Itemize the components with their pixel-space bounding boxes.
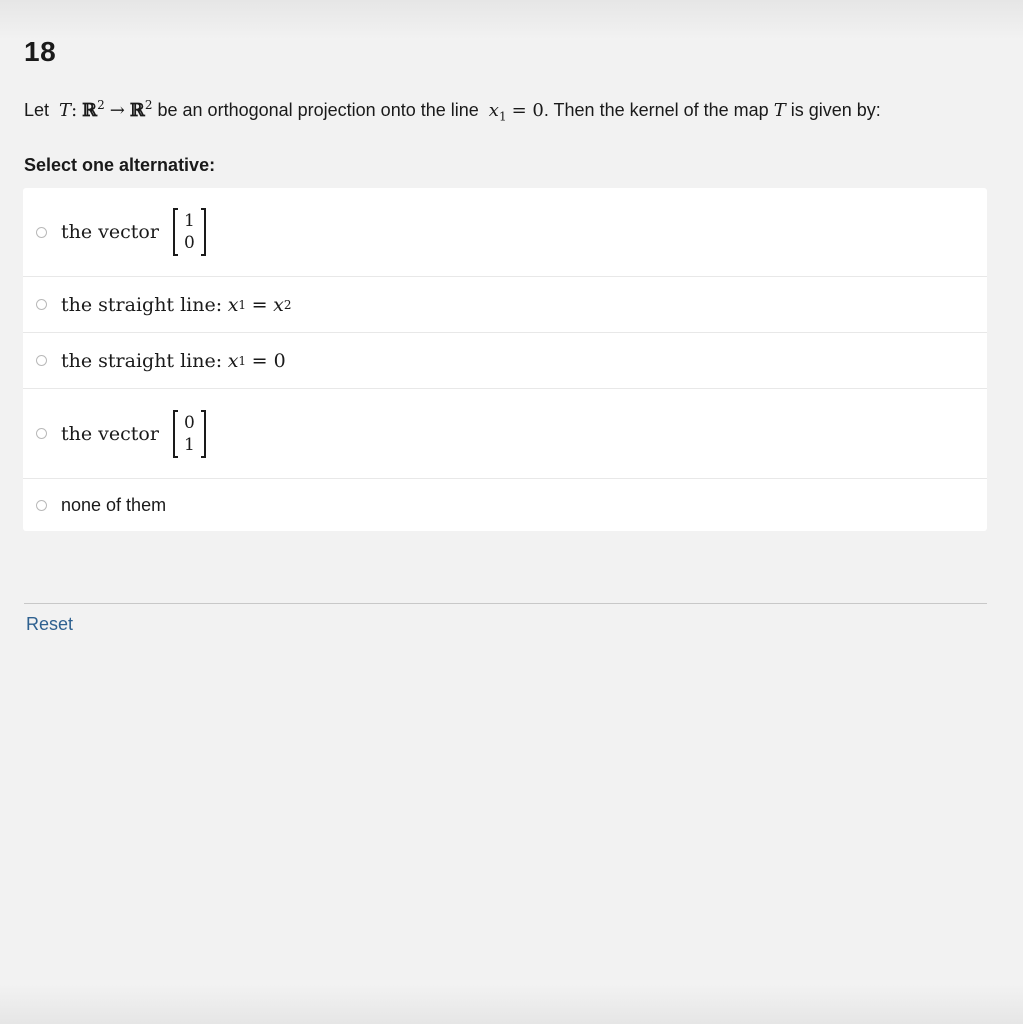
option-text: none of them bbox=[61, 494, 167, 515]
right-bracket bbox=[201, 410, 206, 458]
options-list bbox=[23, 188, 987, 531]
rhs-variable: x bbox=[273, 293, 284, 316]
domain-exponent: 2 bbox=[97, 98, 105, 112]
option-text: the straight line: bbox=[61, 293, 223, 316]
question-text bbox=[24, 96, 881, 125]
right-bracket bbox=[201, 208, 206, 256]
domain-symbol: ℝ bbox=[82, 100, 98, 121]
vector-entry: 1 bbox=[183, 434, 195, 455]
vector-entries bbox=[178, 208, 201, 256]
lhs-variable: x bbox=[227, 349, 239, 372]
arrow-symbol: → bbox=[109, 100, 125, 121]
option-label: the straight line: x 1 = 0 bbox=[61, 349, 286, 372]
equals-sign: = bbox=[251, 293, 268, 316]
codomain-exponent: 2 bbox=[144, 98, 153, 112]
vector-entry: 1 bbox=[183, 211, 195, 231]
question-middle: be an orthogonal projection onto the line bbox=[157, 100, 479, 120]
option-vector-1-0[interactable] bbox=[23, 188, 987, 277]
option-vector-0-1[interactable] bbox=[23, 389, 987, 479]
radio-button[interactable] bbox=[36, 428, 47, 439]
option-text: the vector bbox=[61, 221, 159, 243]
reset-link[interactable]: Reset bbox=[26, 614, 74, 634]
vector-entry: 0 bbox=[183, 412, 195, 433]
radio-button[interactable] bbox=[36, 227, 47, 238]
divider bbox=[24, 603, 987, 604]
colon: : bbox=[71, 100, 78, 121]
option-none-of-them[interactable] bbox=[23, 479, 987, 531]
option-line-x1-eq-x2[interactable] bbox=[23, 277, 987, 333]
column-vector bbox=[173, 208, 206, 256]
line-equals: = 0 bbox=[511, 100, 544, 121]
line-variable: x bbox=[488, 100, 499, 121]
question-let: Let bbox=[24, 100, 50, 120]
option-label bbox=[61, 208, 206, 256]
option-line-x1-eq-0[interactable] bbox=[23, 333, 987, 389]
option-text: the vector bbox=[61, 422, 159, 445]
codomain-symbol: ℝ bbox=[129, 100, 145, 121]
equals-zero: = 0 bbox=[251, 349, 286, 372]
radio-button[interactable] bbox=[36, 299, 47, 310]
map-symbol-2: T bbox=[773, 100, 786, 121]
column-vector bbox=[173, 410, 206, 458]
instruction: Select one alternative: bbox=[24, 155, 216, 175]
lhs-variable: x bbox=[227, 293, 239, 316]
option-text: the straight line: bbox=[61, 349, 223, 372]
question-then: . Then the kernel of the map bbox=[543, 100, 769, 120]
vector-entries bbox=[178, 410, 201, 458]
line-variable-subscript: 1 bbox=[498, 109, 507, 124]
radio-button[interactable] bbox=[36, 500, 47, 511]
question-end: is given by: bbox=[790, 100, 881, 120]
radio-button[interactable] bbox=[36, 355, 47, 366]
option-label bbox=[61, 495, 166, 516]
vector-entry: 0 bbox=[183, 233, 195, 253]
option-label bbox=[61, 410, 206, 458]
option-label: the straight line: x 1 = x 2 bbox=[61, 293, 292, 316]
question-number: 18 bbox=[24, 36, 57, 67]
map-symbol: T bbox=[59, 100, 72, 121]
